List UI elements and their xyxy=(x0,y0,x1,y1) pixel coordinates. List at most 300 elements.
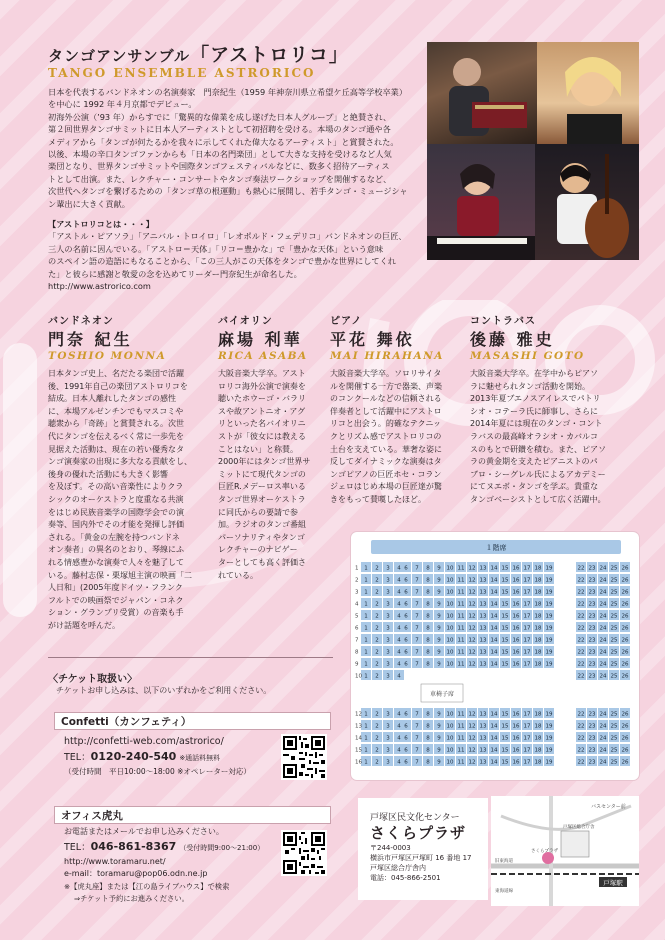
member-bio xyxy=(330,368,465,507)
seat-number: 23 xyxy=(588,759,596,766)
confetti-qr-code[interactable] xyxy=(281,734,327,780)
office-url-link[interactable]: http://www.toramaru.net/ xyxy=(64,856,166,866)
seat-number: 4 xyxy=(397,613,401,620)
seat-number: 12 xyxy=(468,759,476,766)
seat-number: 16 xyxy=(512,735,520,742)
seat-number: 14 xyxy=(490,625,498,632)
confetti-url-link[interactable]: http://confetti-web.com/astrorico/ xyxy=(64,736,224,747)
seat-number: 11 xyxy=(457,565,465,572)
bio-line: 結成。日本人離れしたタンゴの感性 xyxy=(48,394,176,404)
wheelchair-label: 車椅子席 xyxy=(429,691,455,698)
seat-number: 26 xyxy=(621,747,629,754)
seat-number: 4 xyxy=(397,649,401,656)
seat-number: 24 xyxy=(599,589,607,596)
seat-number: 14 xyxy=(490,759,498,766)
about-line: のスペイン語の造語にもなることから、「この三人がこの天体をタンゴで豊かな世界にしてくれ xyxy=(48,256,396,267)
seat-number: 24 xyxy=(599,759,607,766)
map-label: 東海道線 xyxy=(495,889,513,894)
seat-number: 15 xyxy=(501,747,509,754)
seat-number: 24 xyxy=(599,723,607,730)
office-note: ※【虎丸座】または【江の島ライブハウス】で検索 xyxy=(64,881,230,891)
seat-number: 3 xyxy=(386,759,390,766)
seat-number: 19 xyxy=(545,577,553,584)
confetti-hours: （受付時間 平日10:00～18:00 ※オペレーター対応） xyxy=(64,767,251,776)
bio-line: スや故アントニオ・アグ xyxy=(218,406,306,416)
seat-number: 18 xyxy=(534,589,542,596)
seat-number: 24 xyxy=(599,613,607,620)
seat-number: 17 xyxy=(523,577,531,584)
seat-number: 7 xyxy=(415,637,419,644)
seat-number: 22 xyxy=(577,589,585,596)
seat-number: 19 xyxy=(545,747,553,754)
seat-number: 13 xyxy=(479,589,487,596)
seat-number: 13 xyxy=(479,723,487,730)
title-name: 「アストロリコ」 xyxy=(190,44,349,66)
confetti-name: Confetti（カンフェティ） xyxy=(61,716,192,728)
seat-number: 10 xyxy=(446,589,454,596)
row-label: 6 xyxy=(355,625,359,632)
seat-number: 22 xyxy=(577,747,585,754)
row-label: 15 xyxy=(355,747,362,754)
seat-number: 22 xyxy=(577,565,585,572)
seat-number: 9 xyxy=(437,759,441,766)
seat-number: 3 xyxy=(386,747,390,754)
seat-number: 1 xyxy=(364,759,368,766)
member-bio xyxy=(218,368,328,582)
seat-number: 26 xyxy=(621,637,629,644)
seat-number: 9 xyxy=(437,577,441,584)
seat-number: 10 xyxy=(446,613,454,620)
seat-number: 10 xyxy=(446,735,454,742)
bio-line: のコンクールなどの信頼される xyxy=(330,394,442,404)
seat-number: 26 xyxy=(621,577,629,584)
seat-number: 11 xyxy=(457,589,465,596)
seat-number: 8 xyxy=(426,747,430,754)
row-label: 8 xyxy=(355,649,359,656)
seat-number: 8 xyxy=(426,565,430,572)
row-label: 7 xyxy=(355,637,359,644)
seat-number: 7 xyxy=(415,747,419,754)
row-label: 12 xyxy=(355,711,362,718)
seat-number: 8 xyxy=(426,735,430,742)
row-label: 10 xyxy=(355,673,362,680)
intro-line: 日本を代表するバンドネオンの名演奏家 門奈紀生（1959 年神奈川県立希望ケ丘高等学校卒業） xyxy=(48,87,408,97)
venue-postal: 〒244-0003 xyxy=(370,844,411,852)
seat-number: 12 xyxy=(468,637,476,644)
seat-number: 2 xyxy=(375,613,379,620)
bio-line: に同氏からの要請で参 xyxy=(218,507,298,517)
seat-number: 2 xyxy=(375,759,379,766)
seat-number: 1 xyxy=(364,661,368,668)
bio-line: 日本タンゴ史上、名だたる楽団で活躍 xyxy=(48,369,184,378)
seat-number: 17 xyxy=(523,589,531,596)
seat-number: 3 xyxy=(386,601,390,608)
seat-number: 3 xyxy=(386,661,390,668)
seat-number: 15 xyxy=(501,723,509,730)
seat-number: 23 xyxy=(588,565,596,572)
seat-number: 14 xyxy=(490,565,498,572)
seat-number: 3 xyxy=(386,589,390,596)
office-qr-code[interactable] xyxy=(281,830,327,876)
tickets-heading: 〈チケット取扱い〉 xyxy=(48,674,138,685)
seat-number: 9 xyxy=(437,637,441,644)
bio-line: 後身の優れた活動にも大きく影響 xyxy=(48,469,168,479)
seat-number: 4 xyxy=(397,577,401,584)
seat-number: 19 xyxy=(545,723,553,730)
member-english-name: RICA ASABA xyxy=(218,350,308,362)
member-card xyxy=(218,312,328,582)
seat-number: 26 xyxy=(621,565,629,572)
confetti-tel-line xyxy=(64,749,279,766)
seat-number: 17 xyxy=(523,637,531,644)
seat-number: 12 xyxy=(468,613,476,620)
photo-pianist xyxy=(427,144,535,260)
seat-number: 18 xyxy=(534,711,542,718)
bio-line: ンゴピアノの巨匠ホセ・コラン xyxy=(330,469,442,479)
seat-number: 25 xyxy=(610,649,618,656)
map-label: 旧東海道 xyxy=(495,859,513,864)
map-label: バスセンター前 xyxy=(591,804,626,810)
seat-number: 14 xyxy=(490,661,498,668)
bio-line: ンゴ演奏家の出現に多大なる貢献をし、 xyxy=(48,457,192,467)
seat-number: 22 xyxy=(577,625,585,632)
seat-number: 26 xyxy=(621,613,629,620)
seat-number: 10 xyxy=(446,637,454,644)
seat-number: 4 xyxy=(397,673,401,680)
row-label: 1 xyxy=(355,565,359,572)
seat-number: 16 xyxy=(512,723,520,730)
tickets-intro: チケットお申し込みは、以下のいずれかをご利用ください。 xyxy=(56,686,272,695)
title-prefix: タンゴアンサンブル xyxy=(48,47,191,65)
seat-number: 22 xyxy=(577,613,585,620)
seat-number: 3 xyxy=(386,613,390,620)
bio-line: リといった名バイオリニ xyxy=(218,419,306,429)
about-section xyxy=(48,218,428,292)
seat-number: 4 xyxy=(397,601,401,608)
intro-text xyxy=(48,86,423,210)
seat-number: 25 xyxy=(610,613,618,620)
seat-number: 8 xyxy=(426,589,430,596)
bio-line: ラに魅せられタンゴ活動を開始。 xyxy=(470,381,590,391)
seat-number: 10 xyxy=(446,625,454,632)
seat-number: 13 xyxy=(479,577,487,584)
seat-number: 6 xyxy=(404,723,408,730)
seat-number: 7 xyxy=(415,589,419,596)
seat-number: 24 xyxy=(599,711,607,718)
seat-number: 19 xyxy=(545,625,553,632)
seat-number: 23 xyxy=(588,661,596,668)
member-english-name: MAI HIRAHANA xyxy=(330,350,444,362)
about-url-link[interactable]: http://www.astrorico.com xyxy=(48,281,151,292)
seat-number: 14 xyxy=(490,735,498,742)
seat-number: 16 xyxy=(512,601,520,608)
tel-note: ※通話料無料 xyxy=(179,754,221,762)
bio-line: いる。藤村志保・栗塚旭主演の映画「二 xyxy=(48,570,192,580)
member-english-name: MASASHI GOTO xyxy=(470,350,585,362)
seat-number: 1 xyxy=(364,637,368,644)
seat-number: 4 xyxy=(397,747,401,754)
venue-map[interactable] xyxy=(491,796,639,906)
venue-name: さくらプラザ xyxy=(370,824,467,842)
seat-number: 14 xyxy=(490,577,498,584)
seat-number: 15 xyxy=(501,601,509,608)
seat-number: 6 xyxy=(404,711,408,718)
seat-number: 2 xyxy=(375,735,379,742)
seat-number: 23 xyxy=(588,723,596,730)
about-heading: 【アストロリコとは・・・】 xyxy=(48,219,154,229)
about-line: 三人の名前に因んでいる。「アストロ＝天体」「リコ＝豊かな」で「豊かな天体」という意味 xyxy=(48,243,384,254)
seat-number: 16 xyxy=(512,613,520,620)
seat-number: 19 xyxy=(545,637,553,644)
bio-line: 加。ラジオのタンゴ番組 xyxy=(218,520,306,530)
seat-number: 7 xyxy=(415,661,419,668)
seat-number: 9 xyxy=(437,661,441,668)
intro-line: を中心に 1992 年４月京都でデビュー。 xyxy=(48,99,197,110)
seat-number: 16 xyxy=(512,661,520,668)
seat-number: 23 xyxy=(588,735,596,742)
seat-number: 19 xyxy=(545,661,553,668)
office-note: ⇒チケット予約にお進みください。 xyxy=(74,894,189,903)
seat-number: 3 xyxy=(386,711,390,718)
seat-number: 10 xyxy=(446,723,454,730)
member-english-name: TOSHIO MONNA xyxy=(48,350,167,362)
seat-number: 2 xyxy=(375,723,379,730)
seat-number: 18 xyxy=(534,735,542,742)
seat-number: 4 xyxy=(397,723,401,730)
seat-number: 6 xyxy=(404,649,408,656)
photo-violinist xyxy=(537,42,639,144)
seat-number: 17 xyxy=(523,661,531,668)
seat-number: 17 xyxy=(523,649,531,656)
office-name: オフィス虎丸 xyxy=(61,810,123,822)
seat-number: 4 xyxy=(397,735,401,742)
seat-number: 22 xyxy=(577,601,585,608)
seat-rows xyxy=(355,562,630,766)
member-card xyxy=(470,312,630,507)
seat-number: 8 xyxy=(426,723,430,730)
bio-line: スのもとで研鑽を積む。また、ピアソ xyxy=(470,444,606,454)
seat-number: 1 xyxy=(364,723,368,730)
seat-number: 16 xyxy=(512,625,520,632)
seat-number: 11 xyxy=(457,735,465,742)
intro-line: トとして出演。また、レクチャー・コンサートやタンゴ奏法ワークショップを開催するなど、 xyxy=(48,173,392,184)
seat-number: 23 xyxy=(588,747,596,754)
seat-number: 25 xyxy=(610,637,618,644)
seat-number: 10 xyxy=(446,711,454,718)
seat-number: 6 xyxy=(404,589,408,596)
seat-number: 8 xyxy=(426,711,430,718)
seat-number: 23 xyxy=(588,673,596,680)
seat-number: 13 xyxy=(479,661,487,668)
seat-number: 7 xyxy=(415,759,419,766)
seat-number: 24 xyxy=(599,735,607,742)
member-name: 門奈 紀生 xyxy=(48,330,133,349)
seat-number: 26 xyxy=(621,673,629,680)
member-card xyxy=(330,312,465,507)
row-label: 16 xyxy=(355,759,362,766)
seat-number: 9 xyxy=(437,565,441,572)
row-label: 2 xyxy=(355,577,359,584)
map-label: 戸塚区総合庁舎 xyxy=(563,825,595,830)
bio-line: がけ話題を呼んだ。 xyxy=(48,620,120,630)
seat-number: 2 xyxy=(375,711,379,718)
ensemble-title xyxy=(48,40,349,67)
seat-number: 23 xyxy=(588,711,596,718)
confetti-phone[interactable]: 0120-240-540 xyxy=(90,750,177,763)
bio-line: オン奏者」の異名のとおり、琴線にふ xyxy=(48,545,184,555)
seat-number: 1 xyxy=(364,613,368,620)
bio-line: ミットにて現代タンゴの xyxy=(218,469,306,479)
seat-number: 15 xyxy=(501,589,509,596)
seat-number: 18 xyxy=(534,601,542,608)
seat-number: 18 xyxy=(534,661,542,668)
about-line: 「アストル・ピアソラ」「アニバル・トロイロ」「レオポルド・フェデリコ」バンドネオンの巨匠、 xyxy=(48,231,407,242)
seat-number: 2 xyxy=(375,673,379,680)
seat-number: 17 xyxy=(523,625,531,632)
seat-number: 13 xyxy=(479,565,487,572)
seat-number: 25 xyxy=(610,759,618,766)
seat-number: 19 xyxy=(545,601,553,608)
member-role: バイオリン xyxy=(218,316,273,327)
seat-number: 10 xyxy=(446,577,454,584)
bio-line: 大阪音楽大学卒。アスト xyxy=(218,369,306,378)
seat-number: 8 xyxy=(426,759,430,766)
seat-number: 1 xyxy=(364,649,368,656)
seat-number: 19 xyxy=(545,649,553,656)
seat-number: 3 xyxy=(386,735,390,742)
bio-line: レクチャーのナビゲー xyxy=(218,545,298,555)
seat-number: 7 xyxy=(415,601,419,608)
seat-number: 9 xyxy=(437,601,441,608)
seat-number: 23 xyxy=(588,601,596,608)
seat-number: 7 xyxy=(415,735,419,742)
office-phone[interactable]: 046-861-8367 xyxy=(90,839,177,853)
seat-number: 14 xyxy=(490,601,498,608)
bio-line: 大阪音楽大学卒。在学中からピアソ xyxy=(470,369,598,378)
seat-number: 2 xyxy=(375,747,379,754)
seat-number: 7 xyxy=(415,613,419,620)
seat-number: 22 xyxy=(577,661,585,668)
seat-number: 18 xyxy=(534,637,542,644)
seat-number: 7 xyxy=(415,625,419,632)
floor-label: １階席 xyxy=(485,544,507,552)
seat-number: 26 xyxy=(621,601,629,608)
seat-number: 13 xyxy=(479,613,487,620)
seat-number: 14 xyxy=(490,613,498,620)
member-role: バンドネオン xyxy=(48,316,114,327)
seat-number: 4 xyxy=(397,637,401,644)
seat-number: 12 xyxy=(468,649,476,656)
seat-number: 12 xyxy=(468,711,476,718)
seat-number: 22 xyxy=(577,735,585,742)
intro-line: 初海外公演（’93 年）からすでに「驚異的な偉業を成し遂げた日本人グループ」と絶賛され、 xyxy=(48,111,392,122)
seat-number: 15 xyxy=(501,637,509,644)
photo-contrabassist xyxy=(535,144,639,260)
seat-number: 16 xyxy=(512,711,520,718)
section-divider xyxy=(48,657,333,658)
seat-number: 15 xyxy=(501,735,509,742)
seat-number: 25 xyxy=(610,723,618,730)
seat-number: 26 xyxy=(621,735,629,742)
venue-phone: 電話：045-866-2501 xyxy=(370,874,441,882)
seat-number: 3 xyxy=(386,565,390,572)
intro-line: 第２回世界タンゴサミットに日本人アーティストとして初招聘を受ける。本場のタンゴ通や各 xyxy=(48,124,391,135)
seat-number: 18 xyxy=(534,577,542,584)
seat-number: 26 xyxy=(621,711,629,718)
seat-number: 18 xyxy=(534,723,542,730)
seat-number: 1 xyxy=(364,673,368,680)
seat-number: 22 xyxy=(577,711,585,718)
row-label: 14 xyxy=(355,735,362,742)
member-bio xyxy=(48,368,208,632)
seat-number: 13 xyxy=(479,637,487,644)
seat-number: 11 xyxy=(457,577,465,584)
venue-building: 戸塚区総合庁舎内 xyxy=(370,864,426,872)
bio-line: 聴いたホウーゴ・バラリ xyxy=(218,394,306,404)
seat-number: 7 xyxy=(415,565,419,572)
seat-number: 25 xyxy=(610,673,618,680)
seat-number: 22 xyxy=(577,723,585,730)
row-label: 4 xyxy=(355,601,359,608)
seat-number: 11 xyxy=(457,637,465,644)
seat-number: 26 xyxy=(621,625,629,632)
seat-number: 14 xyxy=(490,649,498,656)
seat-number: 4 xyxy=(397,711,401,718)
seat-number: 16 xyxy=(512,565,520,572)
bio-line: 2013年夏ブエノスアイレスでパトリ xyxy=(470,394,601,404)
seat-number: 24 xyxy=(599,637,607,644)
intro-line: メディアから「タンゴが何たるかを我々に示してくれた偉大なるアーティスト」と賞賛された。 xyxy=(48,136,399,147)
office-header xyxy=(54,806,331,824)
seat-number: 6 xyxy=(404,613,408,620)
intro-line: 次世代へタンゴを繋げるための「タンゴ草の根運動」も熱心に展開し、若手タンゴ・ミュージシャ xyxy=(48,186,408,197)
seat-number: 7 xyxy=(415,577,419,584)
seat-number: 24 xyxy=(599,601,607,608)
seat-number: 24 xyxy=(599,747,607,754)
seat-number: 23 xyxy=(588,625,596,632)
seat-number: 15 xyxy=(501,649,509,656)
seat-number: 13 xyxy=(479,735,487,742)
intro-line: 楽団となり、世界タンゴサミットや国際タンゴフェスティバルなどに、数多く招待アーティス xyxy=(48,161,390,172)
seat-number: 11 xyxy=(457,759,465,766)
seat-number: 12 xyxy=(468,601,476,608)
seat-number: 25 xyxy=(610,625,618,632)
seat-number: 6 xyxy=(404,747,408,754)
seat-number: 11 xyxy=(457,625,465,632)
seat-number: 3 xyxy=(386,637,390,644)
bio-line: 後、1991年自己の楽団アストロリコを xyxy=(48,381,188,391)
seat-number: 2 xyxy=(375,589,379,596)
seat-number: 2 xyxy=(375,601,379,608)
office-email-link[interactable]: e-mail：toramaru@pop06.odn.ne.jp xyxy=(64,869,208,878)
seat-number: 14 xyxy=(490,637,498,644)
seat-number: 7 xyxy=(415,649,419,656)
bio-line: ション・グランプリ受賞）の音楽も手 xyxy=(48,608,184,618)
seat-number: 14 xyxy=(490,747,498,754)
bio-line: 大阪音楽大学卒。ソロリサイタ xyxy=(330,369,442,378)
bio-line: 巨匠R.メデーロス率いる xyxy=(218,482,306,492)
seat-number: 26 xyxy=(621,661,629,668)
seat-number: 3 xyxy=(386,577,390,584)
venue-org: 戸塚区民文化センター xyxy=(370,813,460,823)
seat-number: 4 xyxy=(397,589,401,596)
tel-label: TEL： xyxy=(64,841,91,853)
seat-number: 7 xyxy=(415,723,419,730)
seat-number: 1 xyxy=(364,711,368,718)
seat-number: 6 xyxy=(404,625,408,632)
row-label: 13 xyxy=(355,723,362,730)
office-tel-line xyxy=(64,839,284,856)
